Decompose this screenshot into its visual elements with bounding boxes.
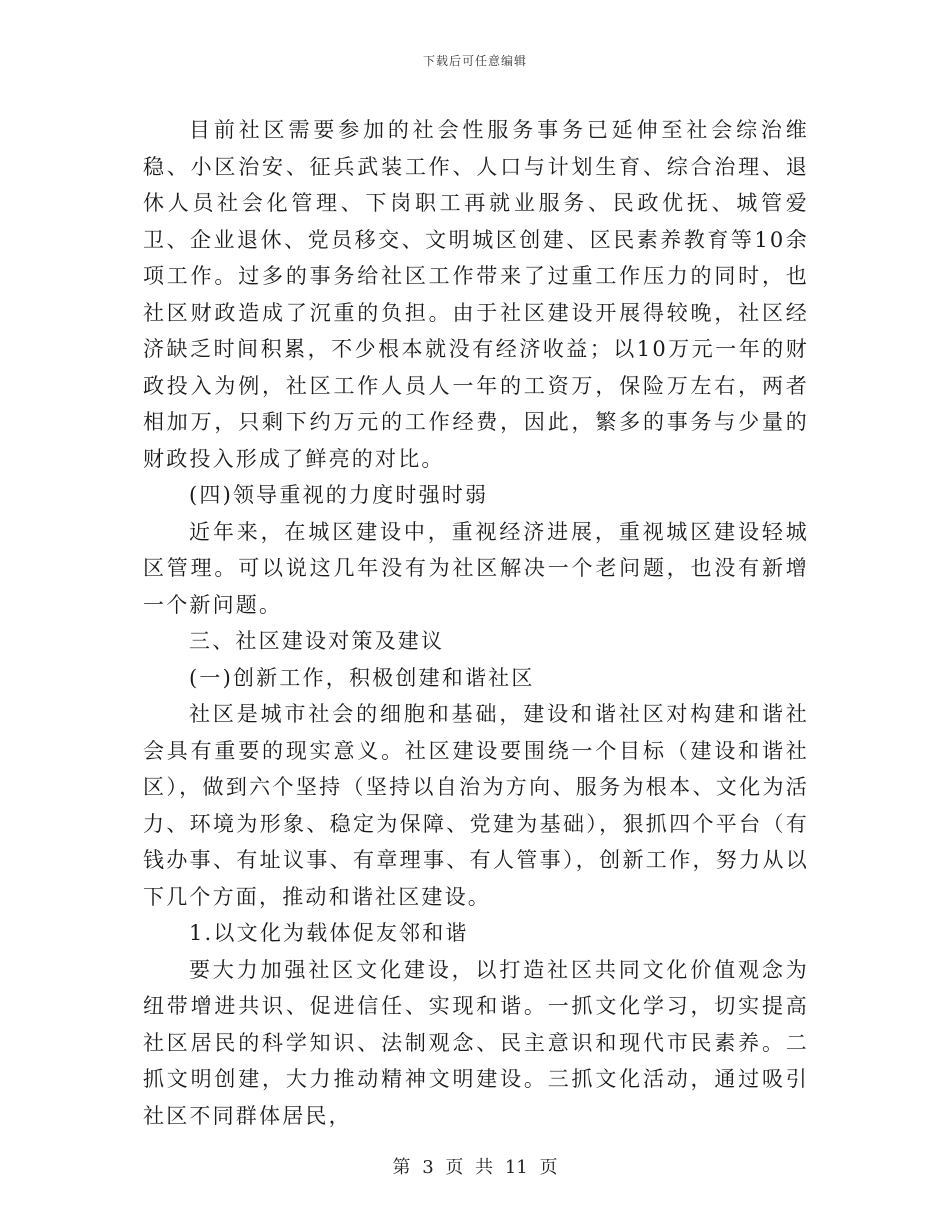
subheading-innovation: (一)创新工作，积极创建和谐社区 bbox=[189, 665, 535, 690]
document-body bbox=[143, 112, 809, 1134]
paragraph-culture-building: 要大力加强社区文化建设，以打造社区共同文化价值观念为纽带增进共识、促进信任、实现和谐。一抓文化学习，切实提高社区居民的科学知识、法制观念、民主意识和现代市民素养。二抓文明创建，大力推动精神文明建设。三抓文化活动，通过吸引社区不同群体居民， bbox=[143, 957, 809, 1128]
page-number-footer: 第 3 页 共 11 页 bbox=[392, 1157, 558, 1178]
paragraph-harmonious-community: 社区是城市社会的细胞和基础，建设和谐社区对构建和谐社会具有重要的现实意义。社区建设要围绕一个目标（建设和谐社区），做到六个坚持（坚持以自治为方向、服务为根本、文化为活力、环境为形象、稳定为保障、党建为基础），狠抓四个平台（有钱办事、有址议事、有章理事、有人管事），创新工作，努力从以下几个方面，推动和谐社区建设。 bbox=[143, 702, 809, 909]
subheading-culture-carrier: 1.以文化为载体促友邻和谐 bbox=[189, 921, 469, 945]
paragraph-urban-management: 近年来，在城区建设中，重视经济进展，重视城区建设轻城区管理。可以说这几年没有为社区解决一个老问题，也没有新增一个新问题。 bbox=[143, 519, 809, 617]
page-header: 下载后可任意编辑 bbox=[422, 54, 527, 68]
subheading-leadership-attention: (四)领导重视的力度时强时弱 bbox=[189, 483, 489, 507]
paragraph-community-affairs: 目前社区需要参加的社会性服务事务已延伸至社会综治维稳、小区治安、征兵武装工作、人口与计划生育、综合治理、退休人员社会化管理、下岗职工再就业服务、民政优抚、城管爱卫、企业退休、党员移交、文明城区创建、区民素养教育等10余项工作。过多的事务给社区工作带来了过重工作压力的同时，也社区财政造成了沉重的负担。由于社区建设开展得较晚，社区经济缺乏时间积累，不少根本就没有经济收益；以10万元一年的财政投入为例，社区工作人员人一年的工资万，保险万左右，两者相加万，只剩下约万元的工作经费，因此，繁多的事务与少量的财政投入形成了鲜亮的对比。 bbox=[143, 118, 809, 471]
section-heading-countermeasures: 三、社区建设对策及建议 bbox=[189, 629, 445, 653]
